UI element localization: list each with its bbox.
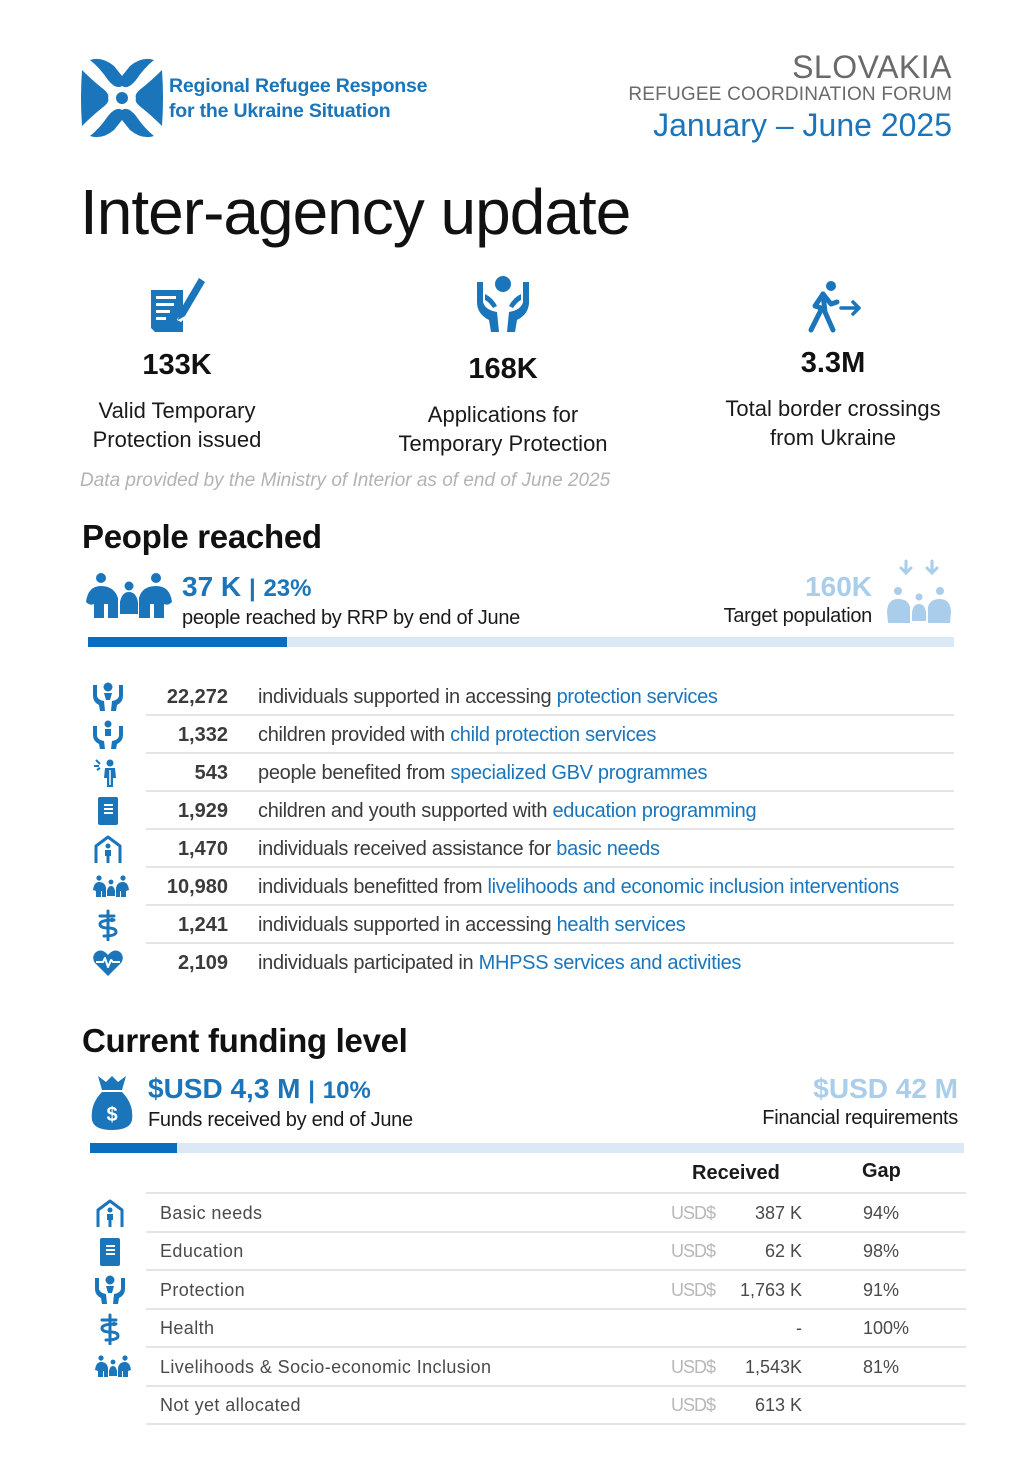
received-label: Funds received by end of June <box>148 1109 413 1131</box>
people-reached-progress-fill <box>88 637 287 647</box>
activity-value: 1,470 <box>177 837 228 860</box>
target-value: 160K <box>805 571 872 602</box>
activity-value: 543 <box>194 761 228 784</box>
education-book-icon <box>88 1237 136 1267</box>
received-amount: - <box>796 1318 802 1339</box>
activity-description <box>258 800 756 823</box>
column-header-received: Received <box>692 1162 780 1184</box>
section-title-funding: Current funding level <box>82 1022 408 1059</box>
activity-value: 1,332 <box>177 723 228 746</box>
mhpss-heart-icon <box>88 948 138 978</box>
financial-requirements-summary <box>762 1072 958 1130</box>
funding-gap: 100% <box>863 1318 910 1339</box>
reached-label: people reached by RRP by end of June <box>182 607 520 629</box>
sector-name: Education <box>160 1241 244 1262</box>
header-meta <box>628 50 952 144</box>
received-amount: 1,543K <box>744 1356 802 1377</box>
child-protection-icon <box>88 720 138 750</box>
people-group-icon <box>84 572 174 627</box>
activity-text: people benefited from <box>258 761 451 784</box>
received-percent: 10% <box>322 1077 371 1104</box>
activity-text: individuals received assistance for <box>258 837 557 860</box>
activity-value: 1,241 <box>177 913 228 936</box>
currency-label: USD$ <box>671 1202 716 1223</box>
activity-sector-link[interactable]: child protection services <box>450 723 657 746</box>
sector-name: Health <box>160 1318 215 1339</box>
activity-value: 10,980 <box>166 875 228 898</box>
sector-name: Basic needs <box>160 1202 263 1223</box>
kpi-label-line-1: Valid Temporary <box>98 398 256 423</box>
kpi-value: 168K <box>468 353 538 385</box>
health-caduceus-icon <box>88 909 138 941</box>
gbv-person-icon <box>88 758 138 788</box>
activity-description <box>258 914 685 937</box>
section-title-people-reached: People reached <box>82 518 322 555</box>
activity-row <box>88 868 954 906</box>
svg-text:$: $ <box>106 1104 118 1126</box>
sector-name: Livelihoods & Socio-economic Inclusion <box>160 1356 492 1377</box>
received-amount: 62 K <box>764 1241 802 1262</box>
activity-description <box>258 952 741 975</box>
activity-description <box>258 838 660 861</box>
funding-gap: 98% <box>863 1241 900 1262</box>
target-population-icon <box>884 557 954 632</box>
activity-description <box>258 762 707 785</box>
activity-row <box>88 716 954 754</box>
page-title: Inter-agency update <box>80 176 631 248</box>
reporting-period: January – June 2025 <box>653 107 952 143</box>
funding-gap: 81% <box>863 1356 900 1377</box>
reached-percent: 23% <box>263 575 312 602</box>
activity-text: individuals supported in accessing <box>258 913 557 936</box>
education-book-icon <box>88 796 138 826</box>
kpi-label-line-2: from Ukraine <box>770 425 896 450</box>
funding-table-row <box>88 1387 966 1426</box>
kpi-label <box>368 400 638 458</box>
target-population-summary <box>724 570 872 628</box>
rrp-x-logo-icon <box>80 56 164 140</box>
livelihoods-people-icon <box>88 875 138 899</box>
kpi-label-line-2: Protection issued <box>92 427 262 452</box>
sector-name: Not yet allocated <box>160 1395 301 1416</box>
activity-row <box>88 830 954 868</box>
activity-text: children provided with <box>258 723 451 746</box>
rrp-logo <box>80 56 440 142</box>
activity-sector-link[interactable]: health services <box>556 913 686 936</box>
funding-table-row <box>88 1233 966 1272</box>
kpi-border-crossings <box>698 272 968 452</box>
kpi-value: 3.3M <box>800 347 866 379</box>
currency-label: USD$ <box>671 1356 716 1377</box>
activity-description <box>258 686 718 709</box>
people-reached-summary <box>182 570 520 630</box>
activity-description <box>258 876 899 899</box>
received-amount: 1,763 K <box>739 1279 802 1300</box>
sector-name: Protection <box>160 1279 246 1300</box>
activity-text: children and youth supported with <box>258 799 553 822</box>
person-running-arrow-icon <box>803 280 863 334</box>
health-caduceus-icon <box>88 1313 136 1345</box>
kpi-valid-temporary-protection <box>42 272 312 454</box>
activity-row <box>88 678 954 716</box>
activity-description <box>258 724 656 747</box>
currency-label: USD$ <box>671 1279 716 1300</box>
basic-needs-shelter-icon <box>88 1198 136 1228</box>
activity-sector-link[interactable]: basic needs <box>556 837 660 860</box>
activity-row <box>88 754 954 792</box>
column-header-gap: Gap <box>862 1160 901 1182</box>
funding-progress-fill <box>90 1143 177 1153</box>
funding-table-row <box>88 1271 966 1310</box>
kpi-label <box>698 394 968 452</box>
funding-table <box>88 1156 966 1425</box>
activity-sector-link[interactable]: protection services <box>556 685 718 708</box>
logo-line-1: Regional Refugee Response <box>169 75 428 97</box>
kpi-label-line-2: Temporary Protection <box>398 431 608 456</box>
kpi-label-line-1: Total border crossings <box>725 396 941 421</box>
currency-label: USD$ <box>671 1241 716 1262</box>
kpi-label <box>42 396 312 454</box>
protection-hands-icon <box>88 682 138 712</box>
activity-text: individuals supported in accessing <box>258 685 557 708</box>
activity-row <box>88 792 954 830</box>
country-name: SLOVAKIA <box>792 49 952 85</box>
activity-sector-link[interactable]: education programming <box>552 799 757 822</box>
data-source-note: Data provided by the Ministry of Interior as of end of June 2025 <box>80 470 611 491</box>
required-label: Financial requirements <box>762 1107 958 1129</box>
received-amount: 613 K <box>754 1395 802 1416</box>
funding-progress-bar <box>90 1143 964 1153</box>
currency-label: USD$ <box>671 1395 716 1416</box>
received-value: $USD 4,3 M <box>148 1073 301 1104</box>
funding-gap: 94% <box>863 1202 900 1223</box>
logo-line-2: for the Ukraine Situation <box>169 100 391 122</box>
separator: | <box>308 1077 315 1104</box>
funding-table-row <box>88 1194 966 1233</box>
protection-hands-icon <box>88 1275 136 1305</box>
required-value: $USD 42 M <box>813 1073 958 1104</box>
activity-row <box>88 944 954 982</box>
activity-value: 1,929 <box>177 799 228 822</box>
activity-sector-link[interactable]: livelihoods and economic inclusion interventions <box>487 875 899 898</box>
basic-needs-shelter-icon <box>88 834 138 864</box>
funds-received-summary <box>148 1072 413 1132</box>
activity-value: 2,109 <box>177 951 228 974</box>
funding-gap: 91% <box>863 1279 900 1300</box>
received-amount: 387 K <box>754 1202 802 1223</box>
funding-table-row <box>88 1310 966 1349</box>
activity-value: 22,272 <box>166 685 228 708</box>
people-reached-progress-bar <box>88 637 954 647</box>
kpi-applications-temporary-protection <box>368 272 638 458</box>
activity-sector-link[interactable]: MHPSS services and activities <box>478 951 742 974</box>
funding-table-row <box>88 1348 966 1387</box>
livelihoods-people-icon <box>88 1355 136 1379</box>
target-label: Target population <box>723 605 872 627</box>
activity-row <box>88 906 954 944</box>
activity-text: individuals benefitted from <box>258 875 488 898</box>
forum-name: REFUGEE COORDINATION FORUM <box>628 84 952 105</box>
hands-person-icon <box>473 274 533 334</box>
activity-sector-link[interactable]: specialized GBV programmes <box>450 761 708 784</box>
activity-text: individuals participated in <box>258 951 479 974</box>
activities-list <box>88 678 954 982</box>
funding-table-header <box>88 1156 966 1194</box>
reached-value: 37 K <box>182 571 242 602</box>
money-bag-icon <box>90 1074 134 1137</box>
kpi-label-line-1: Applications for <box>427 402 579 427</box>
document-pen-icon <box>147 276 207 334</box>
kpi-value: 133K <box>142 349 212 381</box>
separator: | <box>248 575 256 602</box>
